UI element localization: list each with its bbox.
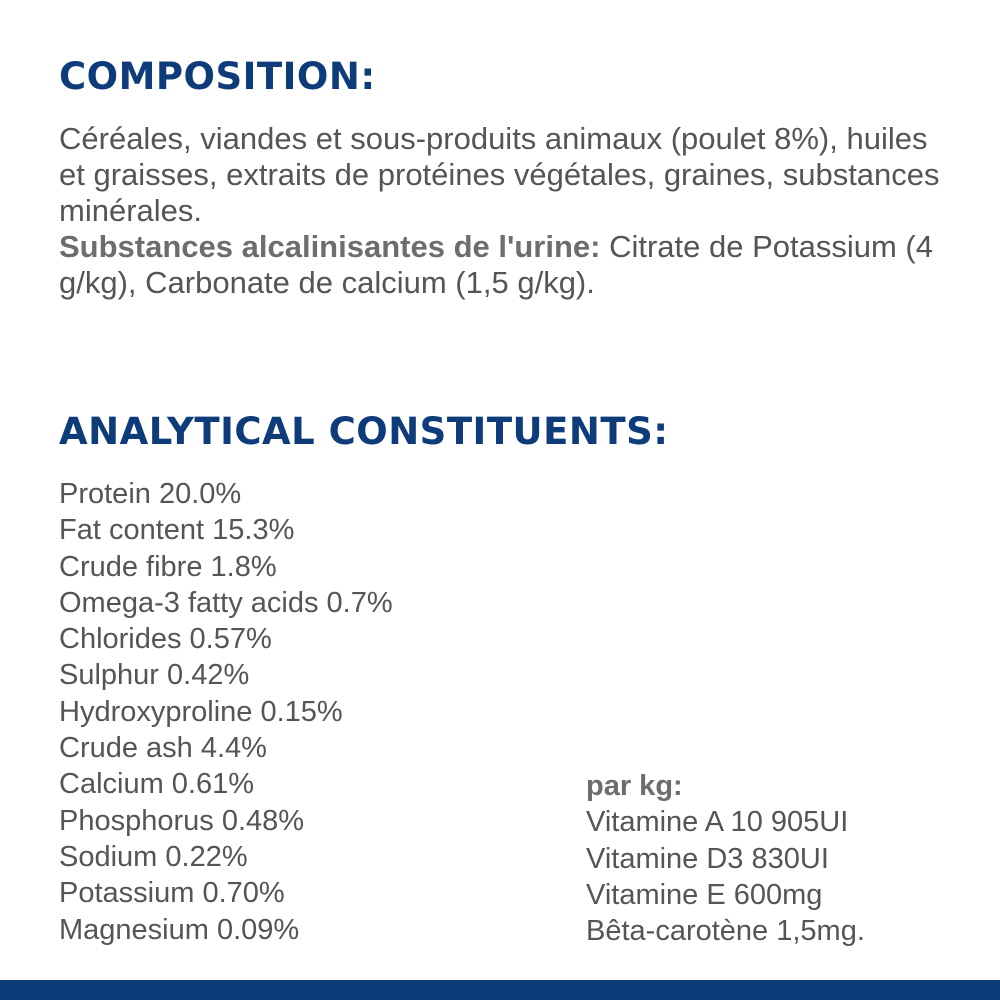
list-item: Hydroxyproline 0.15%: [59, 695, 343, 728]
list-item: Sulphur 0.42%: [59, 659, 250, 692]
alkalizing-substances: [59, 229, 959, 301]
vitamins-heading: par kg:: [586, 770, 683, 802]
list-item: Crude ash 4.4%: [59, 732, 267, 765]
list-item: Magnesium 0.09%: [59, 913, 300, 946]
vitamin-item: Vitamine A 10 905UI: [586, 806, 849, 839]
vitamin-item: Bêta-carotène 1,5mg.: [586, 915, 865, 948]
list-item: Protein 20.0%: [59, 478, 242, 510]
composition-ingredients: Céréales, viandes et sous-produits animaux (poulet 8%), huiles et graisses, extraits de protéines végétales, graines, substances minérales.: [59, 121, 940, 228]
list-item: Sodium 0.22%: [59, 840, 248, 873]
list-item: Crude fibre 1.8%: [59, 550, 277, 583]
composition-heading: COMPOSITION:: [59, 55, 376, 98]
list-item: Phosphorus 0.48%: [59, 804, 305, 837]
analytical-constituents-heading: ANALYTICAL CONSTITUENTS:: [59, 410, 669, 453]
composition-text: [59, 121, 959, 301]
list-item: Fat content 15.3%: [59, 514, 295, 547]
vitamin-item: Vitamine E 600mg: [586, 878, 823, 911]
list-item: Potassium 0.70%: [59, 877, 285, 910]
list-item: Calcium 0.61%: [59, 768, 255, 801]
vitamin-item: Vitamine D3 830UI: [586, 842, 829, 875]
list-item: Chlorides 0.57%: [59, 623, 272, 656]
vitamins-per-kg: [586, 768, 865, 949]
analytical-constituents-list: [59, 476, 393, 948]
alkalizing-text: Citrate de Potassium (4 g/kg), Carbonate de calcium (1,5 g/kg).: [59, 229, 933, 300]
list-item: Omega-3 fatty acids 0.7%: [59, 586, 393, 619]
vitamins-list: [586, 804, 865, 949]
bottom-accent-bar: [0, 980, 1000, 1000]
alkalizing-label: Substances alcalinisantes de l'urine:: [59, 229, 601, 264]
